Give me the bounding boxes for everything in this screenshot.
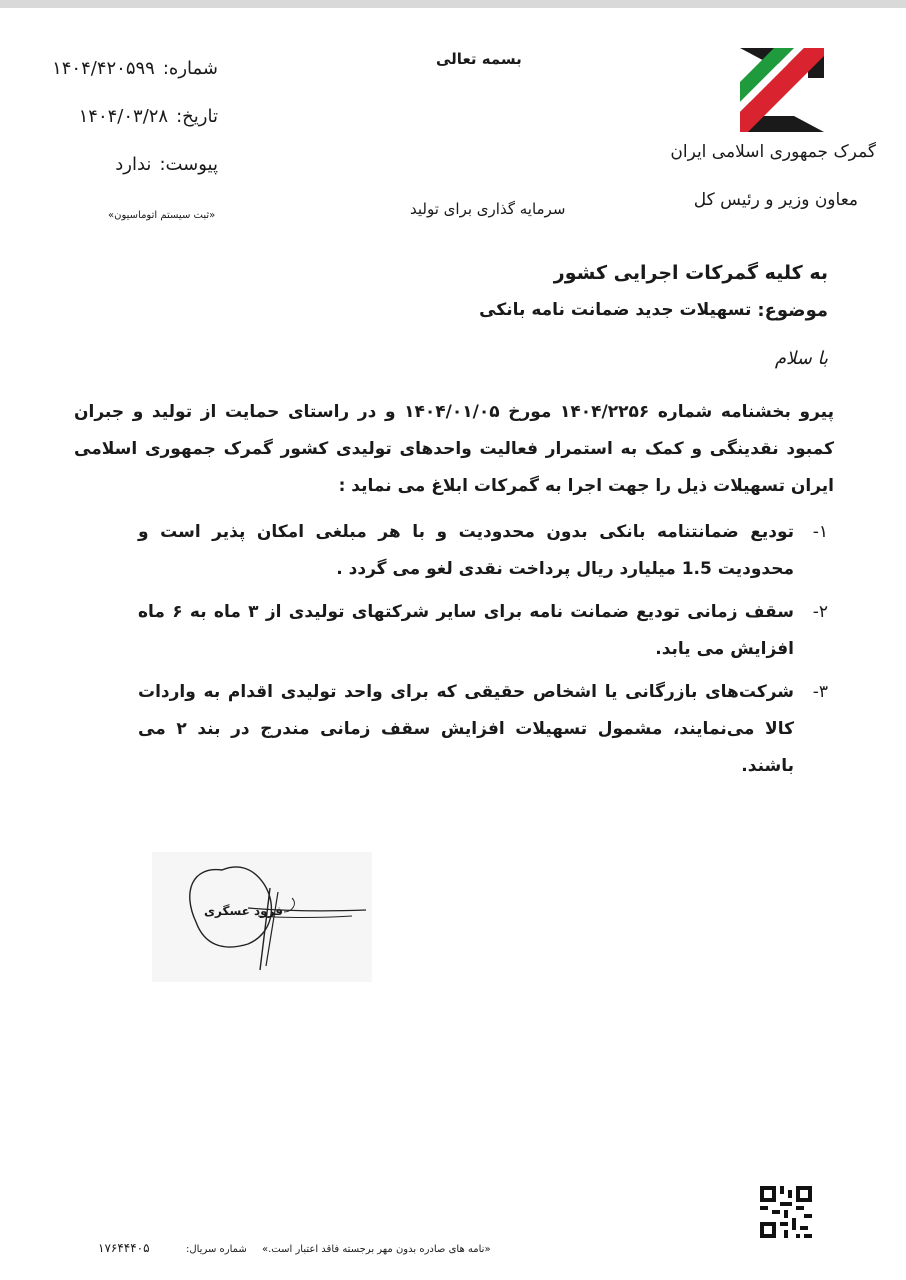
- subject-text: تسهیلات جدید ضمانت نامه بانکی: [479, 300, 752, 320]
- date-label: تاریخ:: [176, 106, 218, 127]
- slogan: سرمایه گذاری برای تولید: [410, 200, 566, 218]
- greeting: با سلام: [774, 348, 828, 369]
- intro-paragraph: پیرو بخشنامه شماره ۱۴۰۴/۲۲۵۶ مورخ ۱۴۰۴/۰۱/۰۵ و در راستای حمایت از تولید و جبران کمبود نقدینگی و کمک به استمرار فعالیت واحدهای تولیدی کشور گمرک جمهوری اسلامی ایران تسهیلات ذیل را جهت اجرا به گمرکات ابلاغ می نماید :: [74, 402, 834, 496]
- serial-value: ۱۷۶۴۴۴۰۵: [98, 1241, 150, 1255]
- qr-code: [760, 1186, 812, 1238]
- date-value: ۱۴۰۴/۰۳/۲۸: [78, 106, 169, 127]
- auto-registration-note: «ثبت سیستم اتوماسیون»: [108, 210, 216, 221]
- customs-logo: [740, 48, 824, 132]
- directive-list: [138, 514, 828, 791]
- office-title: معاون وزیر و رئیس کل: [693, 190, 858, 210]
- letter-date: [79, 106, 218, 127]
- list-item: [138, 594, 828, 668]
- invocation: بسمه تعالی: [436, 50, 522, 68]
- item-number: ۱-: [812, 522, 828, 542]
- signer-name: فرود عسگری: [204, 904, 283, 918]
- org-name: گمرک جمهوری اسلامی ایران: [670, 142, 876, 162]
- top-scan-bar: [0, 0, 906, 8]
- letter-number: [52, 58, 218, 79]
- subject-line: [479, 300, 828, 321]
- signature-block: [152, 852, 372, 982]
- list-item: [138, 674, 828, 785]
- attachment-value: ندارد: [115, 154, 152, 175]
- item-text: شرکت‌های بازرگانی یا اشخاص حقیقی که برای واحد تولیدی اقدام به واردات کالا می‌نمایند، مشمول تسهیلات افزایش سقف زمانی مندرج در بند ۲ می باشند.: [138, 682, 794, 776]
- number-label: شماره:: [162, 58, 218, 79]
- footer-validity-note: «نامه های صادره بدون مهر برجسته فاقد اعتبار است.»: [262, 1244, 491, 1255]
- item-number: ۲-: [812, 602, 828, 622]
- list-item: [138, 514, 828, 588]
- item-number: ۳-: [812, 682, 828, 702]
- serial-label: شماره سریال:: [186, 1244, 247, 1255]
- item-text: تودیع ضمانتنامه بانکی بدون محدودیت و با هر مبلغی امکان پذیر است و محدودیت 1.5 میلیارد ریال پرداخت نقدی لغو می گردد .: [138, 522, 794, 579]
- item-text: سقف زمانی تودیع ضمانت نامه برای سایر شرکتهای تولیدی از ۳ ماه به ۶ ماه افزایش می یابد.: [138, 602, 794, 659]
- recipient: به کلیه گمرکات اجرایی کشور: [553, 262, 828, 284]
- subject-label: موضوع:: [757, 300, 828, 321]
- attachment-label: پیوست:: [159, 154, 218, 175]
- number-value: ۱۴۰۴/۴۲۰۵۹۹: [52, 58, 155, 79]
- letter-attachment: [115, 154, 218, 175]
